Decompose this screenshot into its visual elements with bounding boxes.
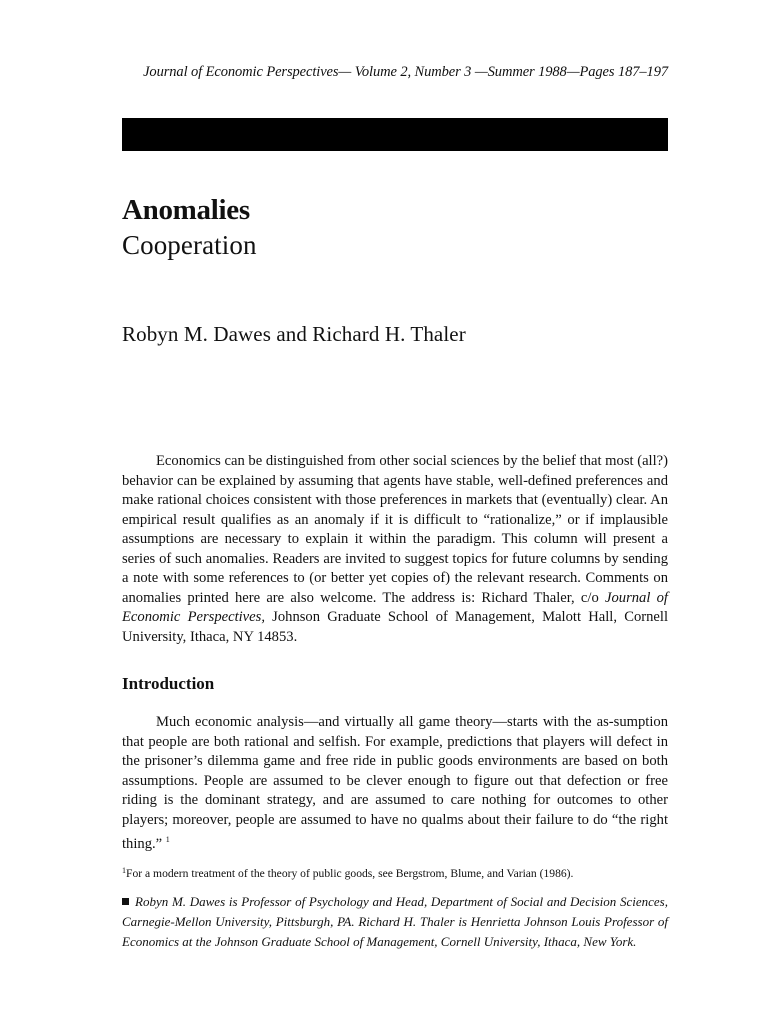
footnote-text: For a modern treatment of the theory of public goods, see Bergstrom, Blume, and Varian (1986). <box>126 867 574 880</box>
footnote <box>122 863 668 881</box>
intro-text-part-2: Johnson Graduate School of Management, Malott Hall, Cornell University, Ithaca, NY 14853. <box>122 609 668 645</box>
footnote-reference: 1 <box>165 835 170 844</box>
body-paragraph <box>122 713 668 855</box>
author-names: Robyn M. Dawes and Richard H. Thaler <box>122 322 466 346</box>
column-title: Anomalies <box>122 194 250 226</box>
footnote-marker: 1 <box>122 866 126 875</box>
running-head: Journal of Economic Perspectives— Volume 2, Number 3 —Summer 1988—Pages 187–197 <box>143 64 668 80</box>
intro-paragraph <box>122 452 668 647</box>
header-black-band <box>122 118 668 151</box>
square-bullet-icon <box>122 898 129 905</box>
body-paragraph-text: Much economic analysis—and virtually all game theory—starts with the as-sumption that people are both rational and selfish. For example, predictions that players will defect in the prisoner’s dilemma game and free ride in public goods environments are based on both assumptions. People are assumed to be clever enough to figure out that defection or free riding is the dominant strategy, and are assumed to care nothing for outcomes to other players; moreover, people are assumed to have no qualms about their failure to do “the right thing.” <box>122 714 668 852</box>
author-bio-text: Robyn M. Dawes is Professor of Psychology and Head, Department of Social and Decision Sciences, Carnegie-Mellon University, Pittsburgh, PA. Richard H. Thaler is Henrietta Johnson Louis Professor of Economics at the Johnson Graduate School of Management, Cornell University, Ithaca, New York. <box>122 894 668 949</box>
section-heading: Introduction <box>122 674 215 693</box>
intro-text-part-1: Economics can be distinguished from other social sciences by the belief that most (all?) behavior can be explained by assuming that agents have stable, well-defined preferences and make rational choices consistent with those preferences in markets that (eventually) clear. An empirical result qualifies as an anomaly if it is difficult to “rationalize,” or if implausible assumptions are necessary to explain it within the paradigm. This column will present a series of such anomalies. Readers are invited to suggest topics for future columns by sending a note with some references to (or better yet copies of) the relevant research. Comments on anomalies printed here are also welcome. The address is: Richard Thaler, c/o <box>122 453 668 606</box>
author-bio-note <box>122 892 668 951</box>
article-title: Cooperation <box>122 230 257 260</box>
journal-name: Journal of Economic Perspectives, <box>122 589 668 625</box>
